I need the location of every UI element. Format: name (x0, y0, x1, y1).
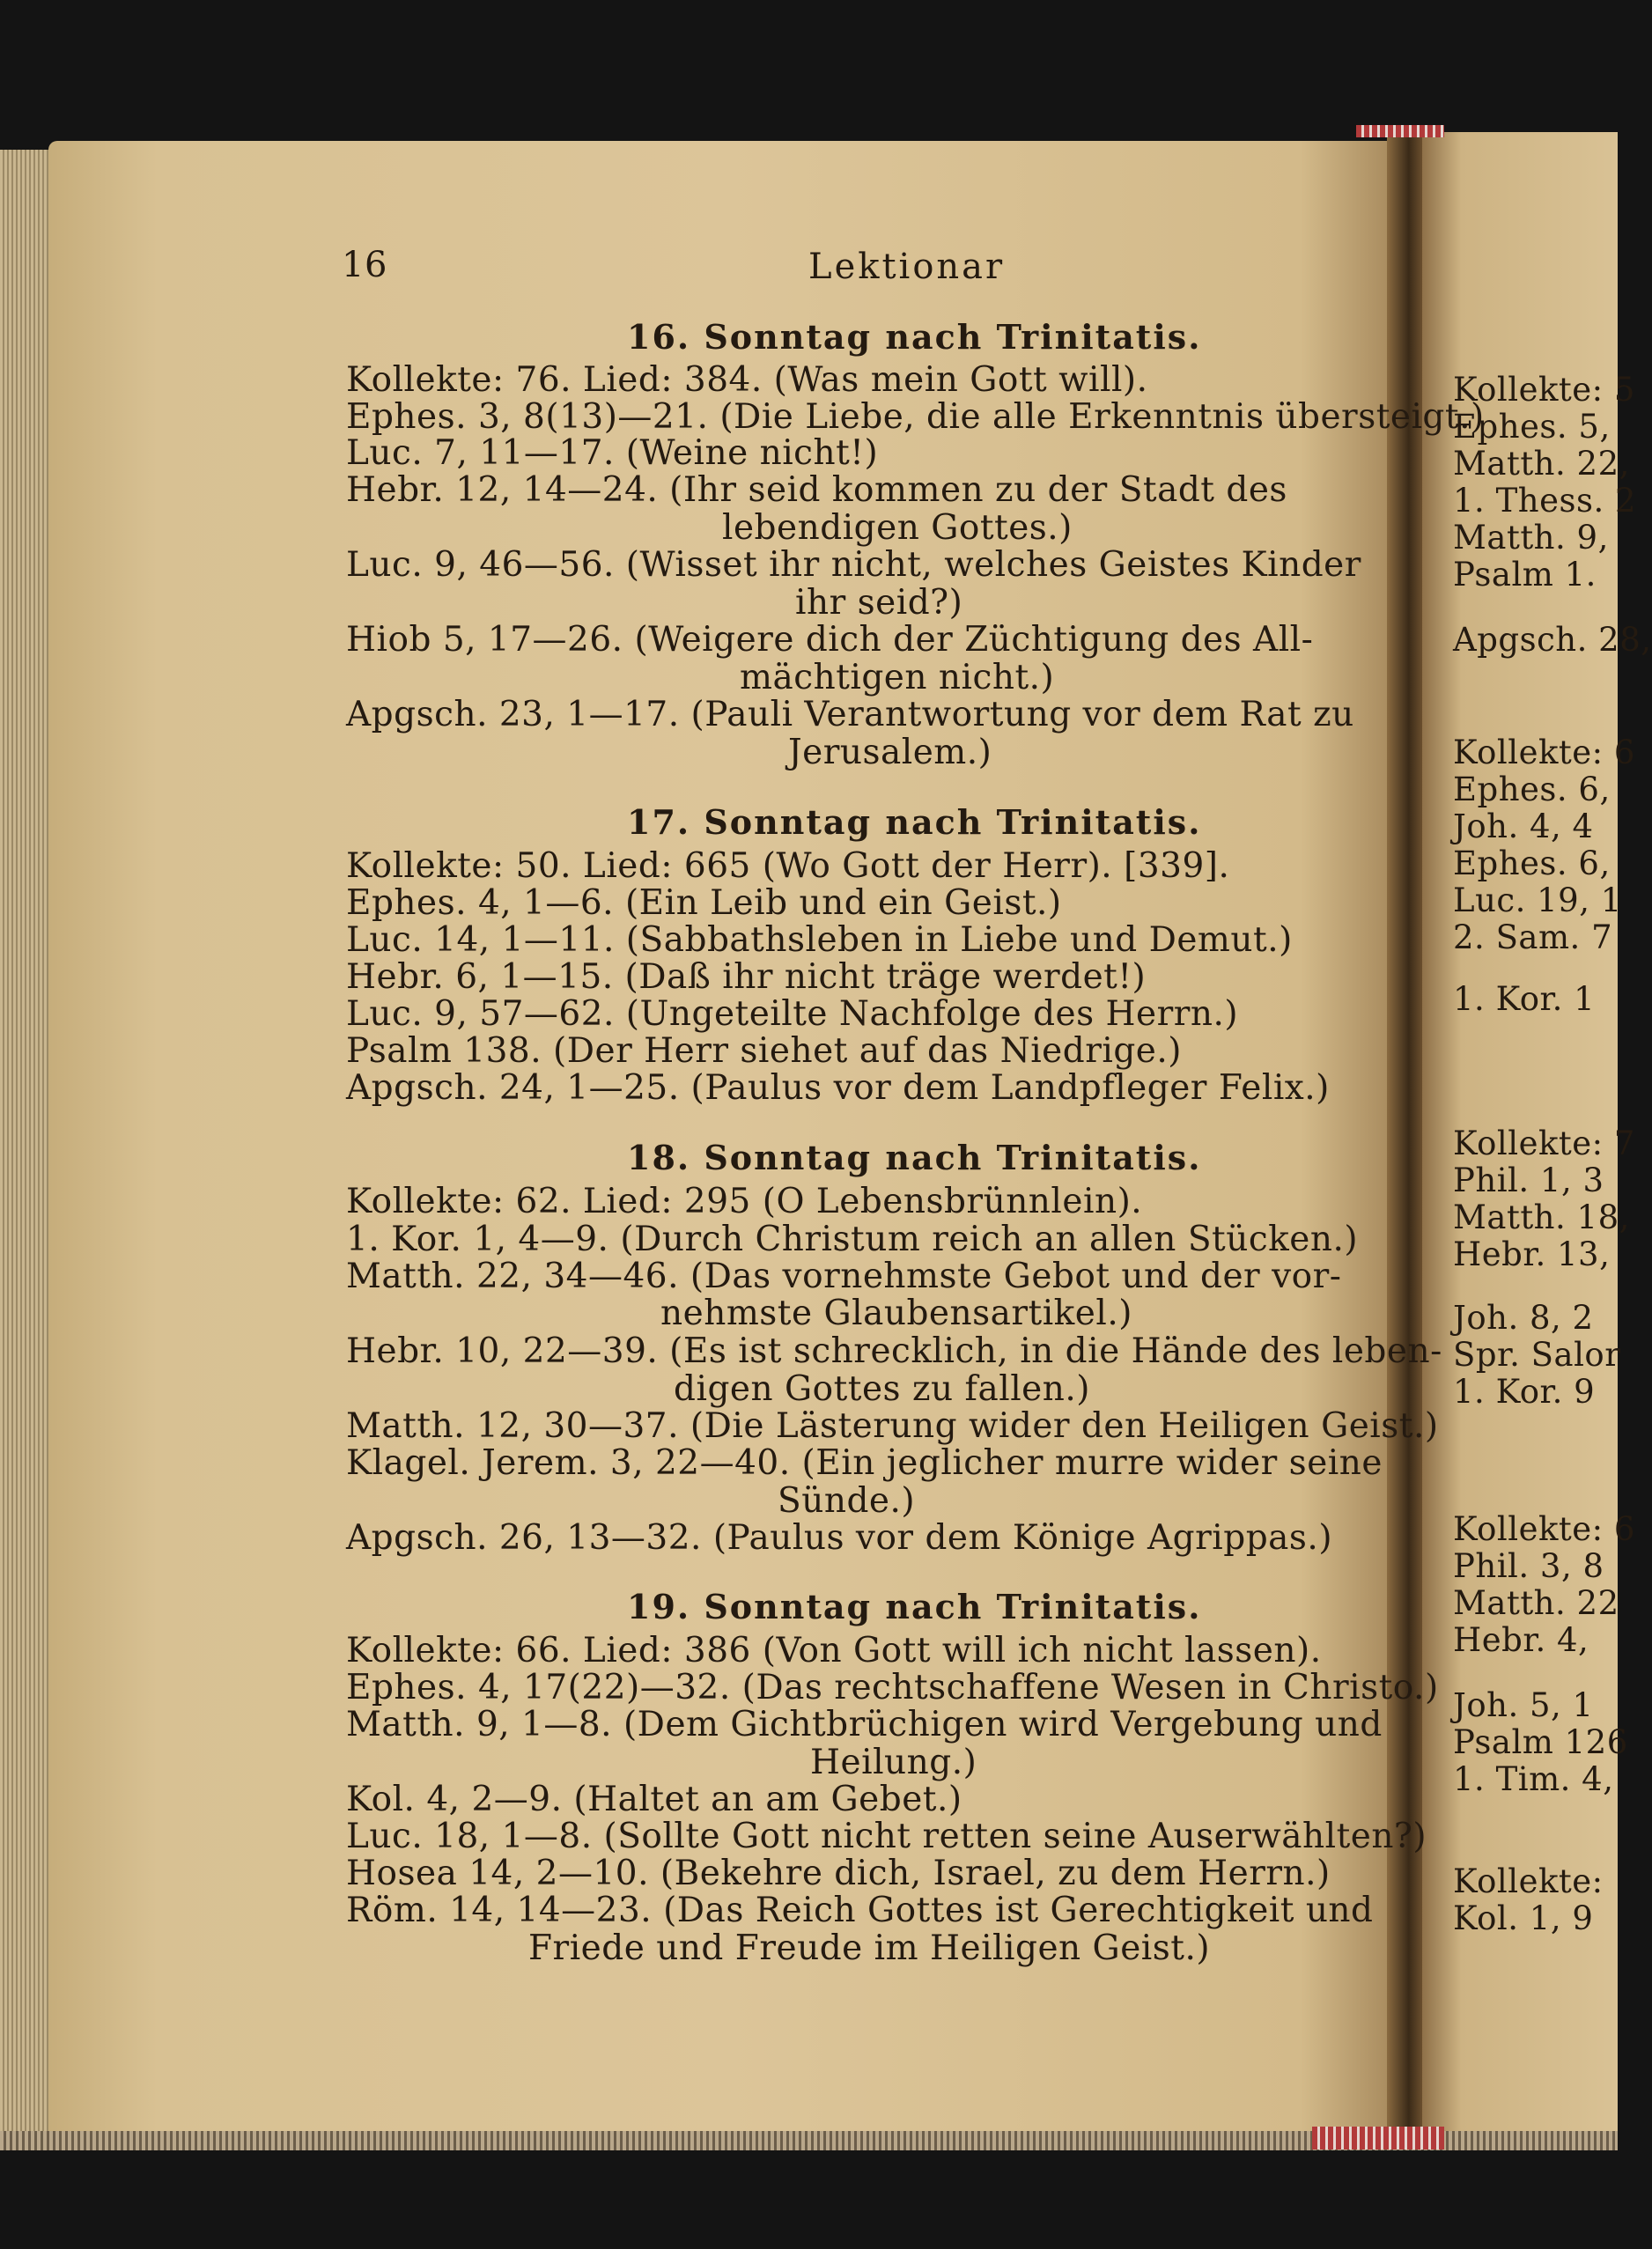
lection-line-cont: Friede und Freude im Heiligen Geist.) (528, 1928, 1211, 1968)
lection-line: Kollekte: 76. Lied: 384. (Was mein Gott will). (346, 360, 1148, 400)
right-page-fragment: Kollekte: 6 (1453, 1510, 1635, 1548)
right-page-fragment: Hebr. 4, (1453, 1621, 1589, 1659)
right-page-fragment: Joh. 5, 1 (1453, 1686, 1594, 1724)
lection-line: Luc. 18, 1—8. (Sollte Gott nicht retten seine Auserwählten?) (346, 1817, 1427, 1856)
lection-line: Matth. 9, 1—8. (Dem Gichtbrüchigen wird Vergebung und (346, 1705, 1383, 1744)
lection-line: Ephes. 4, 17(22)—32. (Das rechtschaffene Wesen in Christo.) (346, 1668, 1439, 1707)
lection-line-cont: nehmste Glaubensartikel.) (660, 1294, 1132, 1333)
red-page-marker-top (1356, 125, 1444, 137)
right-page-fragment: Kollekte: (1453, 1862, 1604, 1900)
lection-line-cont: Heilung.) (810, 1743, 977, 1782)
right-page-fragment: 1. Tim. 4, (1453, 1760, 1614, 1798)
right-page-fragment: Phil. 1, 3 (1453, 1161, 1604, 1199)
right-page-fragment: Joh. 8, 2 (1453, 1299, 1594, 1337)
lection-line-cont: ihr seid?) (795, 583, 963, 623)
lection-line: Matth. 22, 34—46. (Das vornehmste Gebot und der vor- (346, 1257, 1342, 1296)
section-heading: 17. Sonntag nach Trinitatis. (627, 802, 1202, 842)
page-block-edge (0, 150, 53, 2149)
lection-line: Hebr. 12, 14—24. (Ihr seid kommen zu der Stadt des (346, 470, 1287, 510)
lection-line: Ephes. 3, 8(13)—21. (Die Liebe, die alle Erkenntnis übersteigt.) (346, 397, 1485, 437)
lection-line: Kollekte: 62. Lied: 295 (O Lebensbrünnlein). (346, 1182, 1143, 1221)
right-page-fragment: Psalm 1. (1453, 556, 1597, 594)
lection-line-cont: Jerusalem.) (788, 733, 992, 772)
lection-line: Hosea 14, 2—10. (Bekehre dich, Israel, zu dem Herrn.) (346, 1854, 1331, 1893)
section-heading: 19. Sonntag nach Trinitatis. (627, 1587, 1202, 1626)
lection-line: Kol. 4, 2—9. (Haltet an am Gebet.) (346, 1780, 962, 1819)
lection-line: Röm. 14, 14—23. (Das Reich Gottes ist Gerechtigkeit und (346, 1891, 1374, 1930)
lection-line: Matth. 12, 30—37. (Die Lästerung wider den Heiligen Geist.) (346, 1406, 1439, 1446)
lection-line: Hebr. 10, 22—39. (Es ist schrecklich, in die Hände des leben- (346, 1331, 1442, 1371)
page-number: 16 (342, 245, 387, 285)
right-page-fragment: Spr. Salor (1453, 1336, 1621, 1374)
right-page-fragment: Phil. 3, 8 (1453, 1547, 1604, 1585)
right-page-fragment: Psalm 126 (1453, 1723, 1628, 1761)
lection-line: Luc. 7, 11—17. (Weine nicht!) (346, 433, 879, 473)
right-page-fragment: Matth. 22, (1453, 445, 1630, 483)
lection-line: Apgsch. 26, 13—32. (Paulus vor dem Könige Agrippas.) (346, 1518, 1333, 1558)
lection-line: Hebr. 6, 1—15. (Daß ihr nicht träge werdet!) (346, 957, 1147, 997)
right-page-fragment: Kollekte: 7 (1453, 1124, 1635, 1162)
red-page-marker (1312, 2127, 1444, 2149)
lection-line: Luc. 9, 46—56. (Wisset ihr nicht, welches Geistes Kinder (346, 545, 1361, 585)
lection-line-cont: digen Gottes zu fallen.) (674, 1369, 1090, 1409)
right-page-fragment: Luc. 19, 1 (1453, 881, 1622, 919)
lection-line: Ephes. 4, 1—6. (Ein Leib und ein Geist.) (346, 883, 1062, 923)
right-page-fragment: 1. Kor. 9 (1453, 1373, 1596, 1411)
lection-line: Kollekte: 50. Lied: 665 (Wo Gott der Herr). [339]. (346, 846, 1230, 886)
lection-line-cont: Sünde.) (778, 1481, 916, 1521)
right-page-fragment: Joh. 4, 4 (1453, 807, 1594, 845)
lection-line-cont: lebendigen Gottes.) (722, 508, 1073, 548)
right-page-fragment: Ephes. 6, (1453, 771, 1611, 808)
right-page-fragment: Matth. 18, (1453, 1198, 1630, 1236)
right-page-fragment: 1. Kor. 1 (1453, 980, 1596, 1018)
right-page-fragment: 2. Sam. 7 (1453, 918, 1613, 956)
right-page-fragment: Apgsch. 28, (1453, 621, 1652, 659)
right-page-fragment: Ephes. 6, (1453, 844, 1611, 882)
lection-line: Hiob 5, 17—26. (Weigere dich der Züchtigung des All- (346, 620, 1314, 660)
lection-line: Luc. 14, 1—11. (Sabbathsleben in Liebe und Demut.) (346, 920, 1293, 960)
lection-line: Luc. 9, 57—62. (Ungeteilte Nachfolge des Herrn.) (346, 994, 1239, 1034)
lection-line: Apgsch. 23, 1—17. (Pauli Verantwortung vor dem Rat zu (346, 695, 1354, 734)
lection-line: 1. Kor. 1, 4—9. (Durch Christum reich an allen Stücken.) (346, 1220, 1359, 1259)
lection-line: Klagel. Jerem. 3, 22—40. (Ein jeglicher murre wider seine (346, 1443, 1383, 1483)
lection-line: Kollekte: 66. Lied: 386 (Von Gott will ich nicht lassen). (346, 1631, 1322, 1670)
right-page-fragment: Kol. 1, 9 (1453, 1899, 1594, 1937)
section-heading: 18. Sonntag nach Trinitatis. (627, 1138, 1202, 1177)
right-page-fragment: Kollekte: 6 (1453, 734, 1635, 771)
right-page-fragment: Kollekte: 5 (1453, 371, 1635, 409)
right-page-fragment: Hebr. 13, (1453, 1235, 1611, 1273)
right-page-fragment: Ephes. 5, (1453, 408, 1611, 446)
section-heading: 16. Sonntag nach Trinitatis. (627, 317, 1202, 357)
lection-line: Apgsch. 24, 1—25. (Paulus vor dem Landpfleger Felix.) (346, 1068, 1330, 1108)
running-title: Lektionar (808, 247, 1006, 287)
lection-line: Psalm 138. (Der Herr siehet auf das Niedrige.) (346, 1031, 1183, 1071)
right-page-fragment: 1. Thess. 2 (1453, 482, 1637, 520)
right-page-fragment: Matth. 9, (1453, 519, 1609, 557)
right-page-fragment: Matth. 22 (1453, 1584, 1619, 1622)
lection-line-cont: mächtigen nicht.) (740, 658, 1055, 697)
